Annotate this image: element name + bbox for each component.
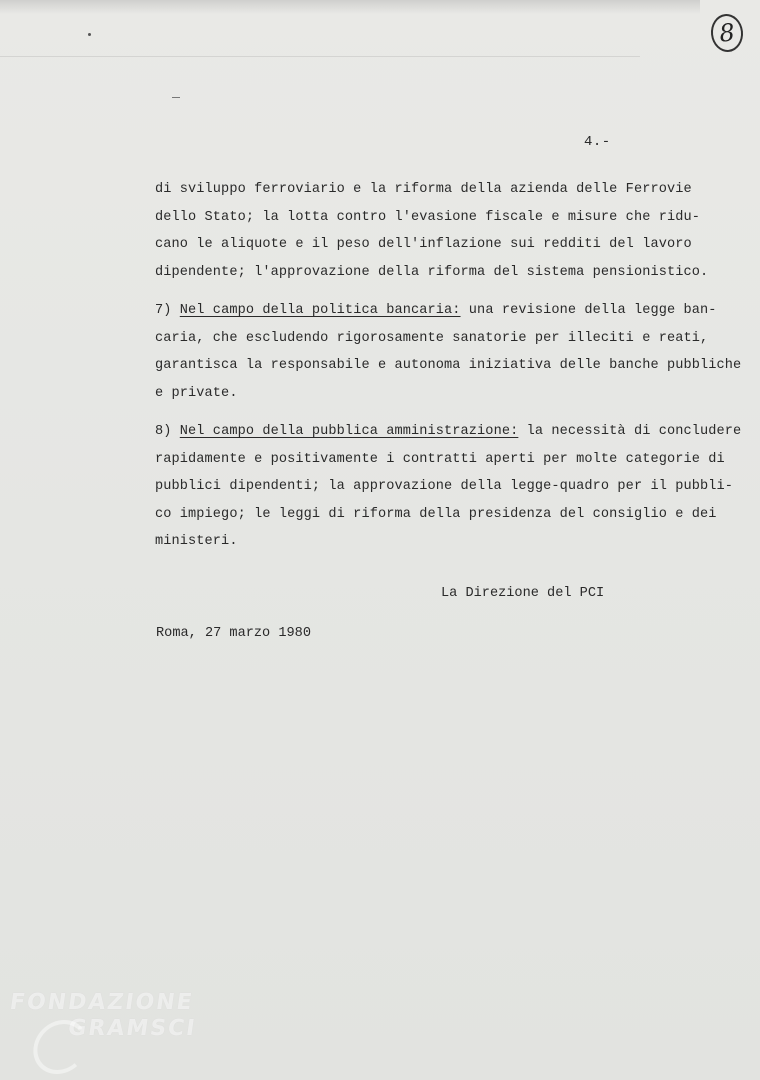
text-line: dello Stato; la lotta contro l'evasione fiscale e misure che ridu- — [155, 209, 700, 225]
paragraph-7-heading: Nel campo della politica bancaria: — [179, 303, 461, 318]
page-number: 4.- — [584, 134, 611, 150]
text-line: dipendente; l'approvazione della riforma del sistema pensionistico. — [155, 264, 709, 280]
folio-number: 8 — [709, 12, 745, 53]
archive-watermark — [0, 990, 211, 1070]
text-line: pubblici dipendenti; la approvazione della legge-quadro per il pubbli- — [155, 479, 734, 494]
text-line: garantisca la responsabile e autonoma iniziativa delle banche pubbliche — [155, 358, 742, 373]
scan-speck — [88, 33, 91, 36]
text-line: rapidamente e positivamente i contratti aperti per molte categorie di — [155, 451, 725, 467]
text-line: e private. — [155, 385, 238, 401]
pen-mark — [172, 97, 180, 98]
paragraph-7-text: una revisione della legge ban- — [460, 303, 717, 318]
paragraph-8-number: 8) — [155, 424, 180, 439]
letter-body — [155, 176, 742, 556]
text-line: co impiego; le leggi di riforma della presidenza del consiglio e dei — [155, 506, 717, 522]
scan-edge-shadow — [0, 0, 700, 14]
text-line: cano le aliquote e il peso dell'inflazione sui redditi del lavoro — [155, 237, 692, 252]
signature: La Direzione del PCI — [441, 586, 605, 601]
text-line: di sviluppo ferroviario e la riforma della azienda delle Ferrovie — [155, 182, 692, 197]
text-line: ministeri. — [155, 534, 238, 549]
watermark-line-1: FONDAZIONE — [8, 990, 196, 1015]
paragraph-7-number: 7) — [155, 303, 180, 318]
date-line: Roma, 27 marzo 1980 — [156, 626, 311, 641]
paragraph-8-heading: Nel campo della pubblica amministrazione: — [179, 424, 519, 439]
paragraph-8-first-line — [155, 418, 742, 446]
paragraph-7-first-line — [155, 297, 715, 325]
text-line: caria, che escludendo rigorosamente sanatorie per illeciti e reati, — [155, 330, 709, 346]
paragraph-8-text: la necessità di concludere — [518, 424, 742, 439]
watermark-line-2: GRAMSCI — [66, 1016, 199, 1041]
scan-fold-line — [0, 56, 640, 57]
